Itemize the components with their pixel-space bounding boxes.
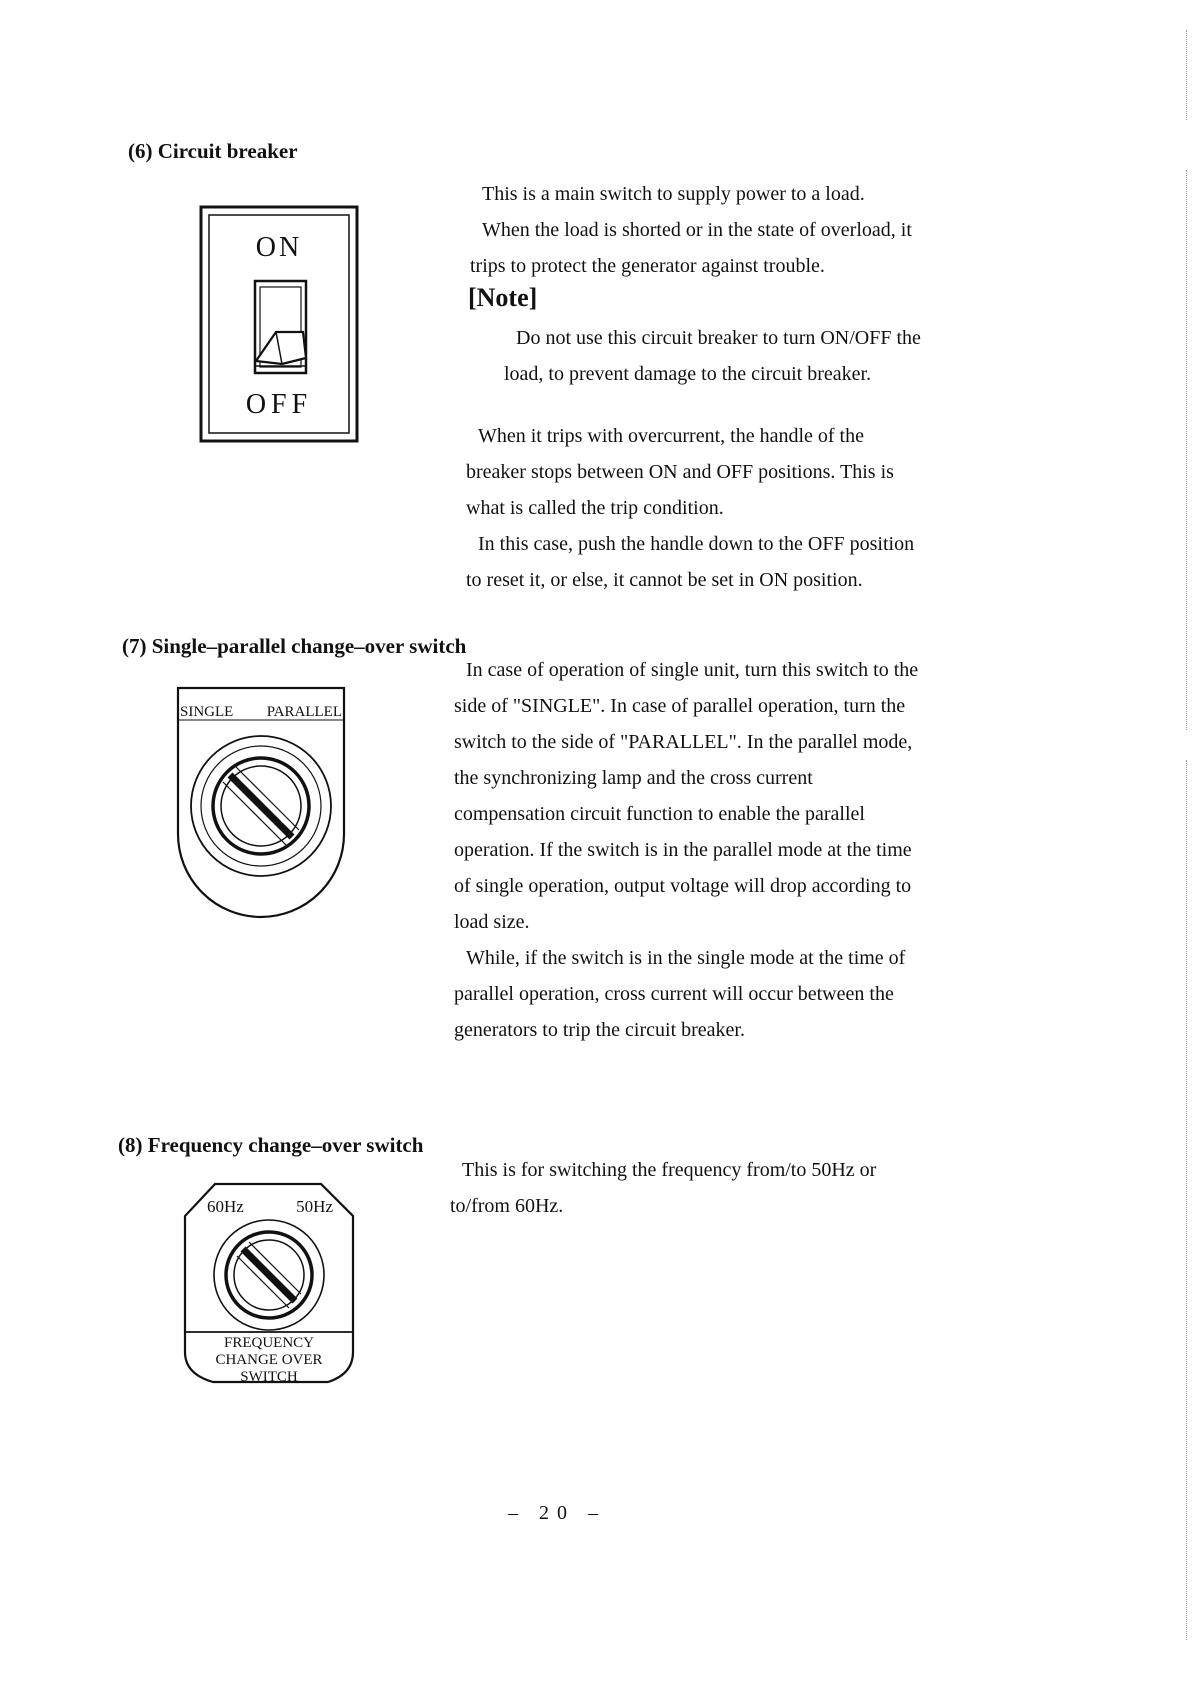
text-line: This is a main switch to supply power to a load.: [482, 183, 865, 205]
text-line: the synchronizing lamp and the cross current: [454, 767, 813, 789]
text-line: parallel operation, cross current will occur between the: [454, 983, 894, 1005]
scan-edge-line: [1186, 760, 1187, 1640]
text-line: generators to trip the circuit breaker.: [454, 1019, 745, 1041]
text-line: side of "SINGLE". In case of parallel operation, turn the: [454, 695, 906, 717]
60hz-label: 60Hz: [207, 1197, 244, 1216]
trip-condition-text: [466, 418, 915, 598]
text-line: operation. If the switch is in the parallel mode at the time: [454, 839, 912, 861]
text-line: When it trips with overcurrent, the handle of the: [478, 425, 864, 447]
caption-line: SWITCH: [240, 1369, 298, 1385]
rotary-knob-icon: [191, 736, 331, 876]
single-parallel-description: [454, 652, 919, 1048]
text-line: load size.: [454, 911, 530, 933]
text-line: In case of operation of single unit, turn this switch to the: [466, 659, 919, 681]
single-parallel-switch-figure: [176, 684, 356, 924]
text-line: of single operation, output voltage will drop according to: [454, 875, 912, 897]
text-line: When the load is shorted or in the state of overload, it: [482, 219, 912, 241]
text-line: trips to protect the generator against trouble.: [470, 255, 825, 277]
text-line: to reset it, or else, it cannot be set in ON position.: [466, 569, 863, 591]
50hz-label: 50Hz: [296, 1197, 333, 1216]
breaker-handle-icon: [255, 281, 306, 373]
text-line: what is called the trip condition.: [466, 497, 724, 519]
circuit-breaker-description: [470, 176, 912, 284]
text-line: This is for switching the frequency from/to 50Hz or: [462, 1159, 877, 1181]
circuit-breaker-heading: (6) Circuit breaker: [128, 139, 298, 163]
note-body: [504, 320, 921, 392]
single-parallel-heading: (7) Single–parallel change–over switch: [122, 634, 467, 658]
text-line: breaker stops between ON and OFF positions. This is: [466, 461, 894, 483]
note-title: [Note]: [468, 283, 538, 312]
page-number: – 20 –: [508, 1502, 606, 1524]
frequency-description: [450, 1152, 877, 1224]
caption-line: FREQUENCY: [223, 1335, 315, 1351]
rotary-knob-icon: [214, 1220, 324, 1330]
text-line: compensation circuit function to enable the parallel: [454, 803, 865, 825]
scan-edge-line: [1186, 170, 1187, 730]
text-line: load, to prevent damage to the circuit breaker.: [504, 363, 872, 385]
text-line: switch to the side of "PARALLEL". In the parallel mode,: [454, 731, 913, 753]
frequency-switch-figure: [183, 1182, 363, 1392]
frequency-heading: (8) Frequency change–over switch: [118, 1133, 424, 1157]
single-label: SINGLE: [180, 704, 234, 720]
caption-line: CHANGE OVER: [215, 1352, 323, 1368]
text-line: Do not use this circuit breaker to turn ON/OFF the: [516, 327, 921, 349]
breaker-off-label: OFF: [245, 389, 313, 420]
circuit-breaker-figure: [200, 206, 360, 446]
parallel-label: PARALLEL: [266, 704, 342, 720]
breaker-on-label: ON: [255, 232, 303, 263]
text-line: to/from 60Hz.: [450, 1195, 564, 1217]
text-line: In this case, push the handle down to the OFF position: [478, 533, 915, 555]
scan-edge-line: [1186, 30, 1187, 120]
text-line: While, if the switch is in the single mode at the time of: [466, 947, 906, 969]
